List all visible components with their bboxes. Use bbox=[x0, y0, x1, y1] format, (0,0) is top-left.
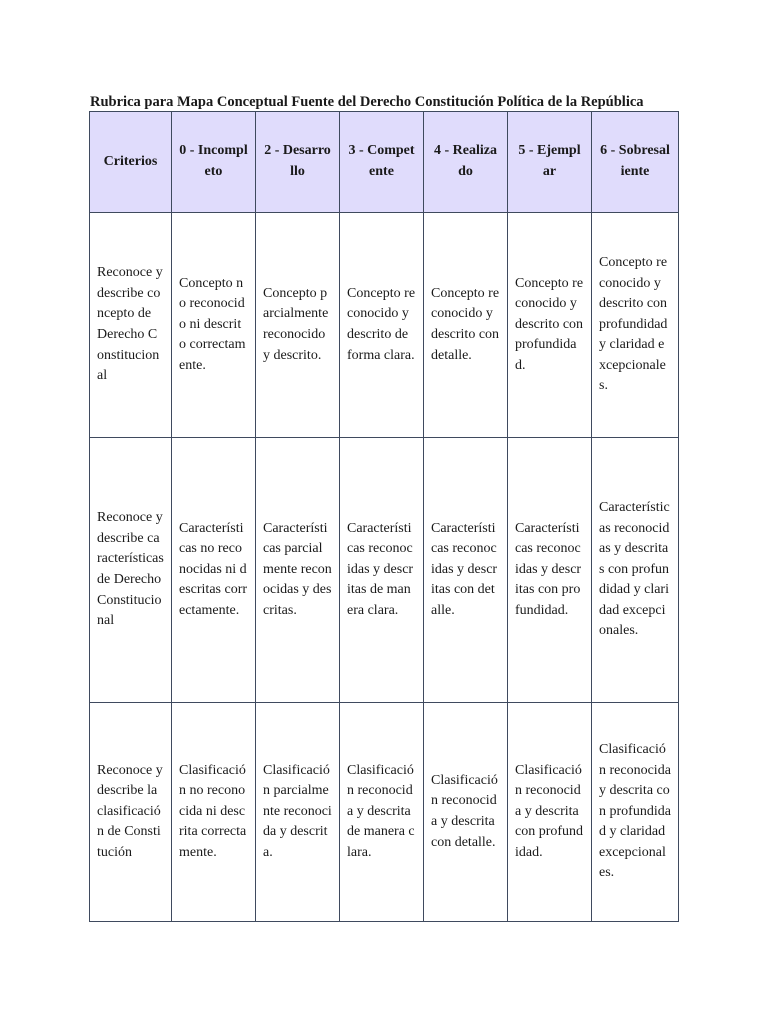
table-cell: Concepto reconocido y descrito con profundidad. bbox=[508, 213, 592, 438]
header-level-3: 3 - Competente bbox=[340, 112, 424, 213]
document-title: Rubrica para Mapa Conceptual Fuente del Derecho Constitución Política de la República bbox=[90, 94, 644, 110]
criterion-cell: Reconoce y describe concepto de Derecho Constitucional bbox=[90, 213, 172, 438]
criterion-cell: Reconoce y describe la clasificación de Constitución bbox=[90, 703, 172, 922]
table-cell: Clasificación reconocida y descrita con detalle. bbox=[424, 703, 508, 922]
rubric-table bbox=[89, 111, 679, 922]
table-row bbox=[90, 438, 679, 703]
table-cell: Características reconocidas y descritas con detalle. bbox=[424, 438, 508, 703]
table-cell: Clasificación reconocida y descrita con profundidad. bbox=[508, 703, 592, 922]
table-cell: Concepto reconocido y descrito de forma clara. bbox=[340, 213, 424, 438]
header-criterios: Criterios bbox=[90, 112, 172, 213]
table-cell: Características no reconocidas ni descritas correctamente. bbox=[172, 438, 256, 703]
table-cell: Clasificación reconocida y descrita con profundidad y claridad excepcionales. bbox=[592, 703, 679, 922]
header-level-6: 6 - Sobresaliente bbox=[592, 112, 679, 213]
table-cell: Concepto reconocido y descrito con detalle. bbox=[424, 213, 508, 438]
table-row bbox=[90, 213, 679, 438]
table-cell: Concepto reconocido y descrito con profundidad y claridad excepcionales. bbox=[592, 213, 679, 438]
criterion-cell: Reconoce y describe características de Derecho Constitucional bbox=[90, 438, 172, 703]
header-level-5: 5 - Ejemplar bbox=[508, 112, 592, 213]
table-cell: Características reconocidas y descritas con profundidad y claridad excepcionales. bbox=[592, 438, 679, 703]
header-level-0: 0 - Incompleto bbox=[172, 112, 256, 213]
table-cell: Características reconocidas y descritas con profundidad. bbox=[508, 438, 592, 703]
table-cell: Clasificación reconocida y descrita de manera clara. bbox=[340, 703, 424, 922]
table-cell: Características reconocidas y descritas de manera clara. bbox=[340, 438, 424, 703]
table-cell: Características parcialmente reconocidas y descritas. bbox=[256, 438, 340, 703]
table-row bbox=[90, 703, 679, 922]
table-cell: Concepto parcialmente reconocido y descrito. bbox=[256, 213, 340, 438]
header-level-4: 4 - Realizado bbox=[424, 112, 508, 213]
header-level-2: 2 - Desarrollo bbox=[256, 112, 340, 213]
table-cell: Concepto no reconocido ni descrito correctamente. bbox=[172, 213, 256, 438]
table-cell: Clasificación no reconocida ni descrita correctamente. bbox=[172, 703, 256, 922]
table-cell: Clasificación parcialmente reconocida y descrita. bbox=[256, 703, 340, 922]
header-row bbox=[90, 112, 679, 213]
